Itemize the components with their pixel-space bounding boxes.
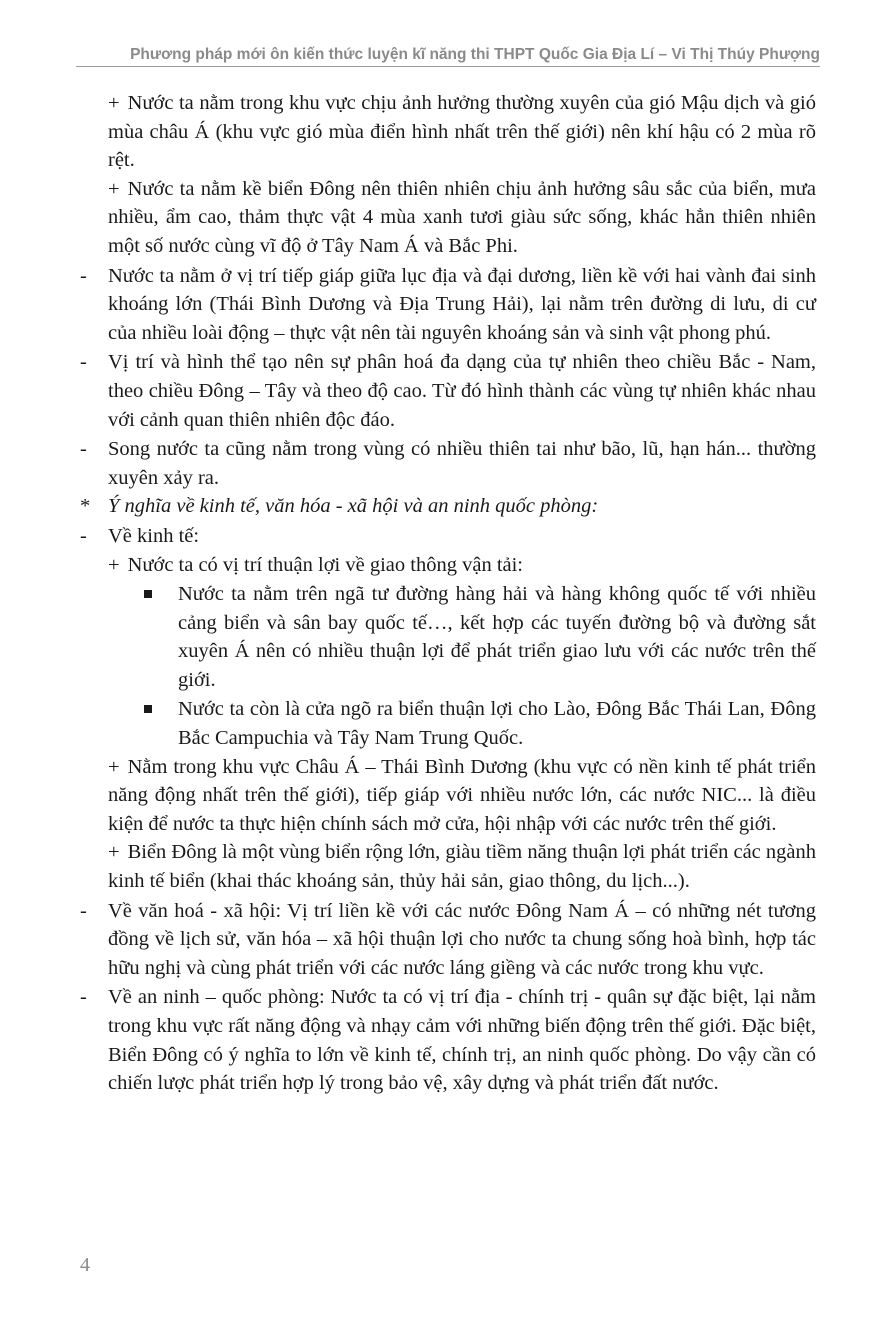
- dash-marker: -: [80, 524, 87, 547]
- paragraph-text: Về an ninh – quốc phòng: Nước ta có vị trí địa - chính trị - quân sự đặc biệt, lại nằm trong khu vực rất năng động và nhạy cảm với những biến động trên thế giới. Đặc biệt, Biển Đông có ý nghĩa to lớn về kinh tế, chính trị, an ninh quốc phòng. Do vậy cần có chiến lược phát triển hợp lý trong bảo vệ, xây dựng và phát triển đất nước.: [108, 986, 816, 1095]
- dash-marker: -: [80, 264, 87, 287]
- paragraph-text: Về kinh tế:: [108, 524, 200, 547]
- running-header: Phương pháp mới ôn kiến thức luyện kĩ năng thi THPT Quốc Gia Địa Lí – Vi Thị Thúy Phượng: [76, 44, 820, 67]
- paragraph-text: Nước ta có vị trí thuận lợi về giao thông vận tải:: [127, 553, 523, 576]
- dash-item-economy: [80, 522, 816, 551]
- paragraph-text: Nước ta nằm trên ngã tư đường hàng hải và hàng không quốc tế với nhiều cảng biển và sân bay quốc tế…, kết hợp các tuyến đường bộ và đường sắt xuyên Á nên có nhiều thuận lợi để phát triển giao lưu với các nước trên thế giới.: [178, 583, 816, 691]
- paragraph-text: Song nước ta cũng nằm trong vùng có nhiều thiên tai như bão, lũ, hạn hán... thường xuyên xảy ra.: [108, 438, 816, 489]
- paragraph-text: Nằm trong khu vực Châu Á – Thái Bình Dương (khu vực có nền kinh tế phát triển năng động nhất trên thế giới), tiếp giáp với nhiều nước lớn, các nước NIC... là điều kiện để nước ta thực hiện chính sách mở cửa, hội nhập với các nước trên thế giới.: [108, 755, 816, 835]
- paragraph-text: Vị trí và hình thể tạo nên sự phân hoá đa dạng của tự nhiên theo chiều Bắc - Nam, theo chiều Đông – Tây và theo độ cao. Từ đó hình thành các vùng tự nhiên khác nhau với cảnh quan thiên nhiên độc đáo.: [108, 351, 816, 431]
- plus-item-transport: [80, 551, 816, 580]
- page-number: 4: [80, 1254, 90, 1276]
- plus-marker: +: [108, 177, 120, 200]
- plus-marker: +: [108, 553, 120, 576]
- section-heading-text: Ý nghĩa về kinh tế, văn hóa - xã hội và an ninh quốc phòng:: [108, 495, 599, 518]
- star-marker: *: [80, 495, 91, 518]
- dash-item-differentiation: [80, 348, 816, 434]
- dash-item-culture: [80, 897, 816, 983]
- square-bullet-icon: [144, 590, 152, 598]
- paragraph-text: Biển Đông là một vùng biển rộng lớn, giàu tiềm năng thuận lợi phát triển các ngành kinh tế biển (khai thác khoáng sản, thủy hải sản, giao thông, du lịch...).: [108, 841, 816, 893]
- plus-marker: +: [108, 841, 120, 864]
- dash-marker: -: [80, 438, 87, 461]
- paragraph-text: Nước ta còn là cửa ngõ ra biển thuận lợi cho Lào, Đông Bắc Thái Lan, Đông Bắc Campuchia và Tây Nam Trung Quốc.: [178, 698, 816, 750]
- plus-item-east-sea: [80, 175, 816, 261]
- plus-marker: +: [108, 92, 120, 114]
- dash-item-resources: [80, 262, 816, 348]
- paragraph-text: Nước ta nằm kề biển Đông nên thiên nhiên chịu ảnh hưởng sâu sắc của biển, mưa nhiều, ẩm cao, thảm thực vật 4 mùa xanh tươi giàu sức sống, khác hẳn thiên nhiên một số nước cùng vĩ độ ở Tây Nam Á và Bắc Phi.: [108, 177, 816, 257]
- dash-marker: -: [80, 899, 87, 922]
- dash-marker: -: [80, 986, 87, 1009]
- page-body: [80, 89, 816, 1098]
- dash-item-disasters: [80, 435, 816, 492]
- section-heading: [80, 492, 816, 521]
- dash-marker: -: [80, 351, 87, 374]
- paragraph-text: Nước ta nằm trong khu vực chịu ảnh hưởng thường xuyên của gió Mậu dịch và gió mùa châu Á (khu vực gió mùa điển hình nhất trên thế giới) nên khí hậu có 2 mùa rõ rệt.: [108, 92, 816, 172]
- dash-item-defense: [80, 983, 816, 1097]
- paragraph-text: Về văn hoá - xã hội: Vị trí liền kề với các nước Đông Nam Á – có những nét tương đồng về lịch sử, văn hóa – xã hội thuận lợi cho nước ta chung sống hoà bình, hợp tác hữu nghị và cùng phát triển với các nước láng giềng và các nước trong khu vực.: [108, 899, 816, 979]
- plus-marker: +: [108, 755, 120, 778]
- square-bullet-item: [80, 695, 816, 752]
- plus-item-sea-economy: [80, 838, 816, 895]
- plus-item-asia-pacific: [80, 753, 816, 839]
- paragraph-text: Nước ta nằm ở vị trí tiếp giáp giữa lục địa và đại dương, liền kề với hai vành đai sinh khoáng lớn (Thái Bình Dương và Địa Trung Hải), lại nằm trên đường di lưu, di cư của nhiều loài động – thực vật nên tài nguyên khoáng sản và sinh vật phong phú.: [108, 264, 816, 344]
- square-bullet-item: [80, 580, 816, 694]
- square-bullet-icon: [144, 705, 152, 713]
- plus-item-monsoon: [80, 89, 816, 175]
